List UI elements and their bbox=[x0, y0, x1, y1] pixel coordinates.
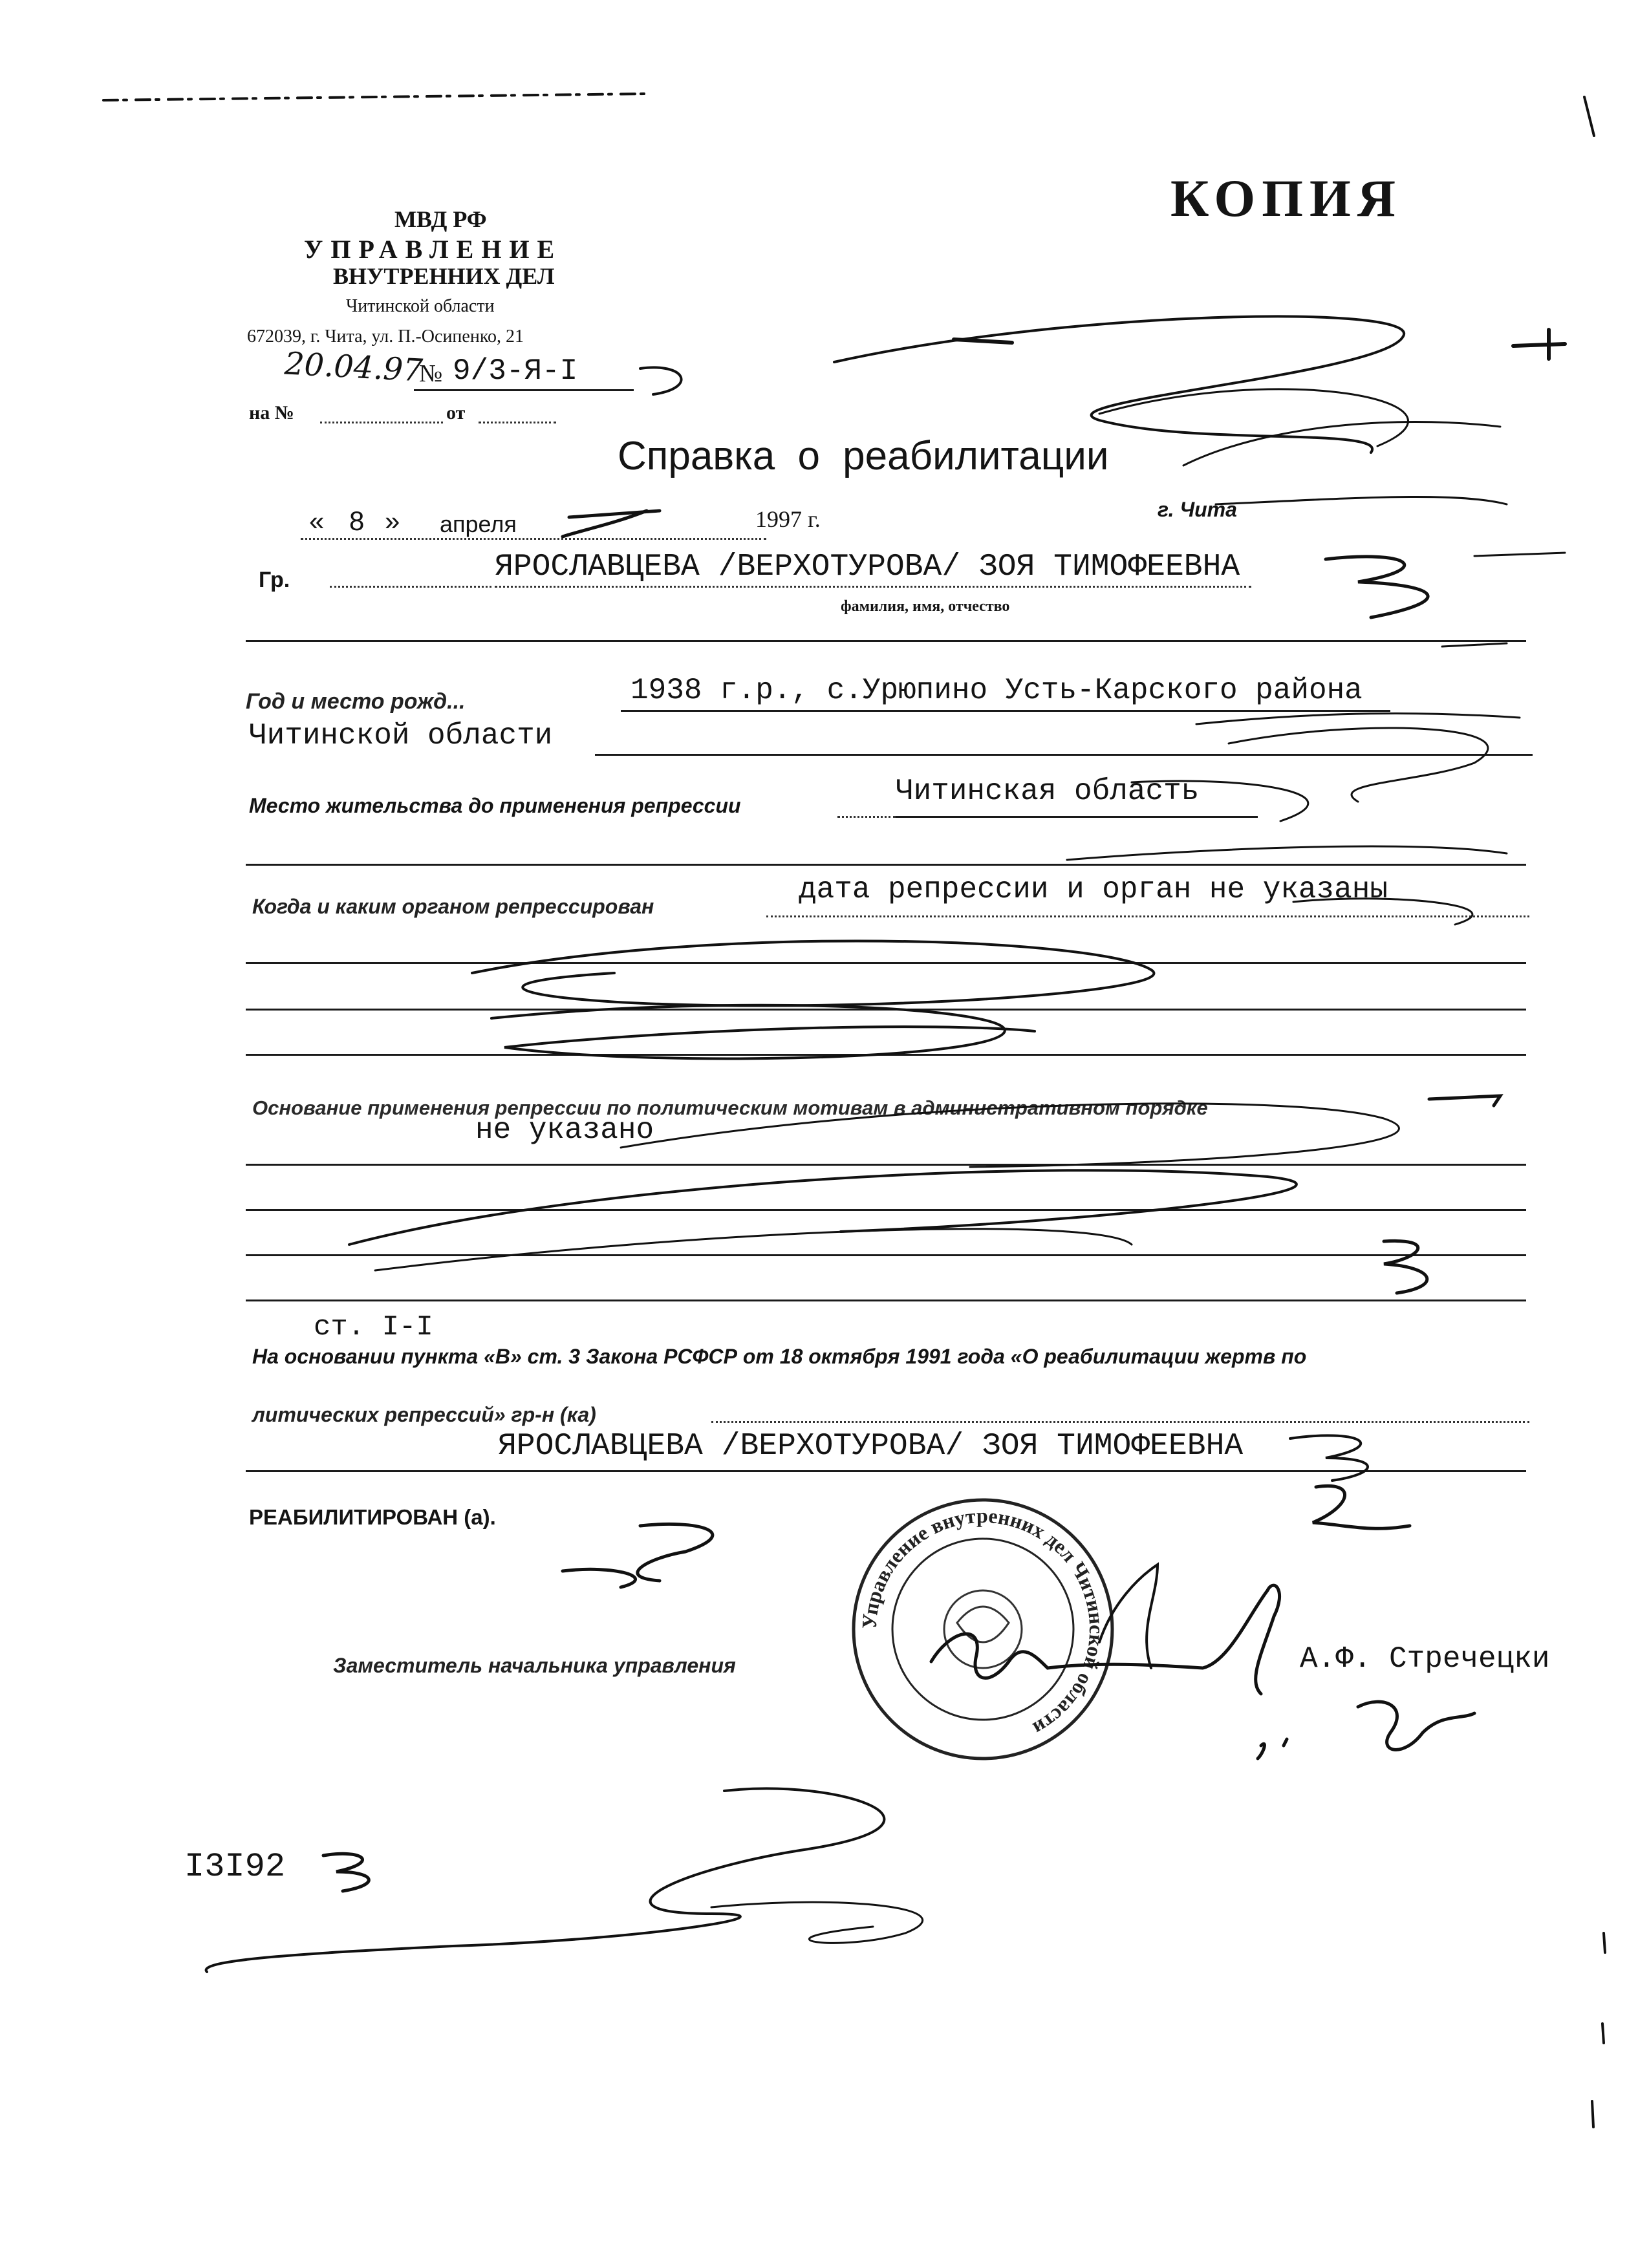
basis-value: не указано bbox=[475, 1113, 654, 1147]
birth-value-1: 1938 г.р., с.Урюпино Усть-Карского района bbox=[630, 674, 1363, 707]
date-month: апреля bbox=[440, 511, 517, 537]
repressed-label: Когда и каким органом репрессирован bbox=[252, 895, 654, 918]
birth-value-2: Читинской области bbox=[249, 719, 553, 753]
signer-name: А.Ф. Стречецки bbox=[1300, 1642, 1550, 1676]
date-year: 1997 г. bbox=[755, 506, 821, 532]
residence-label: Место жительства до применения репрессии bbox=[249, 794, 741, 817]
office-address: 672039, г. Чита, ул. П.-Осипенко, 21 bbox=[247, 326, 524, 347]
dept-line-2: ВНУТРЕННИХ ДЕЛ bbox=[333, 263, 555, 289]
date-city: г. Чита bbox=[1158, 498, 1237, 521]
page-title: Справка о реабилитации bbox=[618, 434, 1109, 478]
official-seal bbox=[847, 1493, 1119, 1765]
region-name: Читинской области bbox=[346, 296, 495, 316]
copy-stamp: КОПИЯ bbox=[1170, 169, 1402, 228]
basis-label: Основание применения репрессии по политическим мотивам в административном порядке bbox=[252, 1097, 1208, 1119]
person-caption: фамилия, имя, отчество bbox=[841, 598, 1010, 615]
handwritten-date: 20.04.97 bbox=[283, 345, 424, 389]
date-day: 8 bbox=[349, 506, 365, 536]
law-line-2: литических репрессий» гр-н (ка) bbox=[252, 1403, 596, 1426]
person-name: ЯРОСЛАВЦЕВА /ВЕРХОТУРОВА/ ЗОЯ ТИМОФЕЕВНА bbox=[495, 550, 1240, 584]
ministry-name: МВД РФ bbox=[394, 206, 487, 232]
repressed-value: дата репрессии и орган не указаны bbox=[799, 873, 1388, 906]
signer-position: Заместитель начальника управления bbox=[333, 1654, 736, 1677]
dept-line-1: УПРАВЛЕНИЕ bbox=[304, 235, 563, 264]
document-number: 9/3-Я-I bbox=[453, 354, 578, 388]
ref-from-label: от bbox=[446, 402, 466, 423]
number-label: № bbox=[419, 360, 443, 387]
footer-number: I3I92 bbox=[184, 1848, 286, 1886]
law-person-name: ЯРОСЛАВЦЕВА /ВЕРХОТУРОВА/ ЗОЯ ТИМОФЕЕВНА bbox=[498, 1429, 1244, 1464]
seal-text: Управление внутренних дел Читинской области bbox=[857, 1503, 1109, 1741]
birth-label: Год и место рожд... bbox=[246, 689, 466, 714]
law-result: РЕАБИЛИТИРОВАН (а). bbox=[249, 1505, 496, 1529]
ref-label: на № bbox=[249, 402, 294, 423]
law-line-1: На основании пункта «В» ст. 3 Закона РСФСР от 18 октября 1991 года «О реабилитации жертв по bbox=[252, 1345, 1307, 1368]
law-article: ст. I-I bbox=[314, 1311, 433, 1343]
residence-value: Читинская область bbox=[896, 775, 1200, 808]
person-prefix: Гр. bbox=[259, 568, 290, 592]
